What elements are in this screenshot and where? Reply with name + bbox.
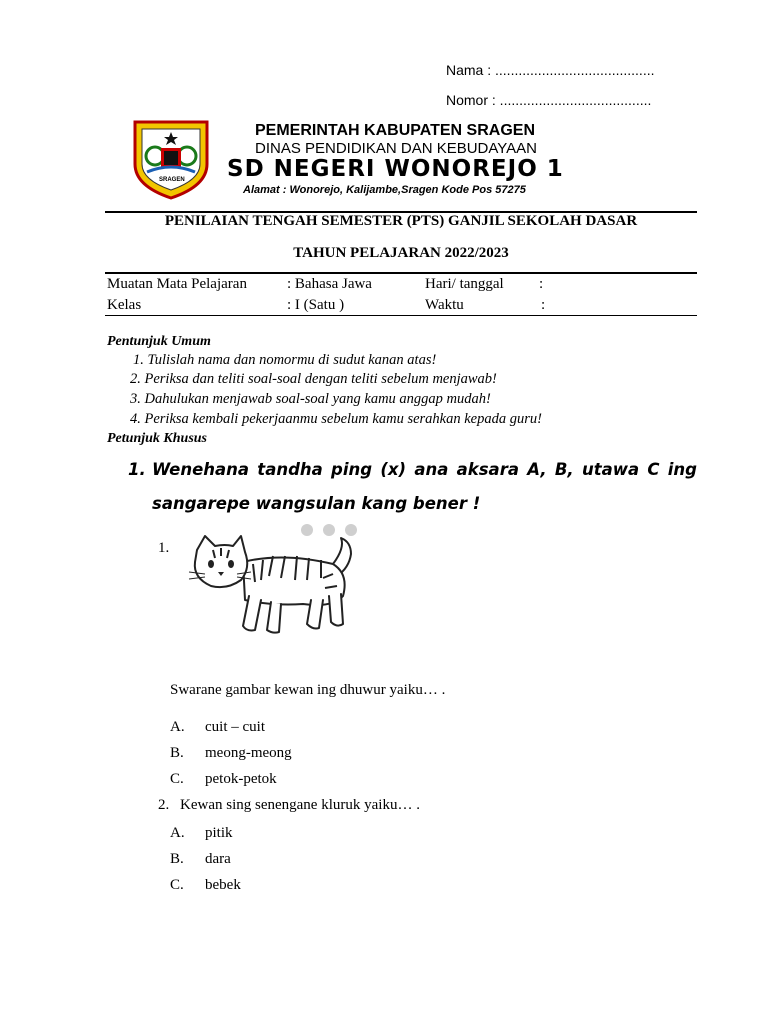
general-instruction-item: 3. Dahulukan menjawab soal-soal yang kamu anggap mudah! [130,391,491,407]
specific-instructions-heading: Petunjuk Khusus [107,431,207,446]
option-letter: B. [170,851,184,867]
cat-illustration [183,534,363,643]
class-value: : I (Satu ) [287,297,345,313]
option-text: bebek [205,877,241,893]
logo-text: SRAGEN [159,177,185,183]
option-letter: A. [170,719,185,735]
option-letter: C. [170,877,184,893]
question-number: 2. [158,797,170,813]
question-text: Kewan sing senengane kluruk yaiku… . [180,797,420,813]
option-text: meong-meong [205,745,292,761]
general-instruction-item: 4. Periksa kembali pekerjaanmu sebelum kamu serahkan kepada guru! [130,411,542,427]
option-letter: C. [170,771,184,787]
option-text: cuit – cuit [205,719,265,735]
exam-title: PENILAIAN TENGAH SEMESTER (PTS) GANJIL SEKOLAH DASAR [164,213,638,229]
subject-value: : Bahasa Jawa [287,276,372,292]
general-instructions-heading: Pentunjuk Umum [107,334,211,349]
government-name: PEMERINTAH KABUPATEN SRAGEN [255,122,536,139]
option-text: dara [205,851,231,867]
day-value: : [539,276,544,292]
time-label: Waktu [425,297,464,313]
question-text: Swarane gambar kewan ing dhuwur yaiku… . [170,682,446,698]
info-bottom-divider [105,315,697,316]
class-label: Kelas [107,297,142,313]
option-letter: B. [170,745,184,761]
general-instruction-item: 2. Periksa dan teliti soal-soal dengan teliti sebelum menjawab! [130,371,497,387]
school-address: Alamat : Wonorejo, Kalijambe,Sragen Kode Pos 57275 [243,184,526,196]
question-number: 1. [158,540,170,556]
general-instruction-item: 1. Tulislah nama dan nomormu di sudut kanan atas! [133,352,437,368]
day-label: Hari/ tanggal [425,276,504,292]
school-name: SD NEGERI WONOREJO 1 [227,156,564,182]
number-field-label: Nomor : ....................................... [446,92,652,108]
exam-year: TAHUN PELAJARAN 2022/2023 [293,245,509,261]
subject-label: Muatan Mata Pelajaran [107,276,247,292]
time-value: : [541,297,546,313]
instruction-number: 1. [128,460,146,479]
name-field-label: Nama : ......................................... [446,62,655,78]
instruction-line-1: Wenehana tandha ping (x) ana aksara A, B, utawa C ing [152,460,697,479]
option-letter: A. [170,825,185,841]
option-text: petok-petok [205,771,277,787]
option-text: pitik [205,825,233,841]
department-name: DINAS PENDIDIKAN DAN KEBUDAYAAN [255,140,538,157]
info-top-divider [105,272,697,274]
regency-logo [133,120,209,200]
instruction-line-2: sangarepe wangsulan kang bener ! [152,494,481,513]
